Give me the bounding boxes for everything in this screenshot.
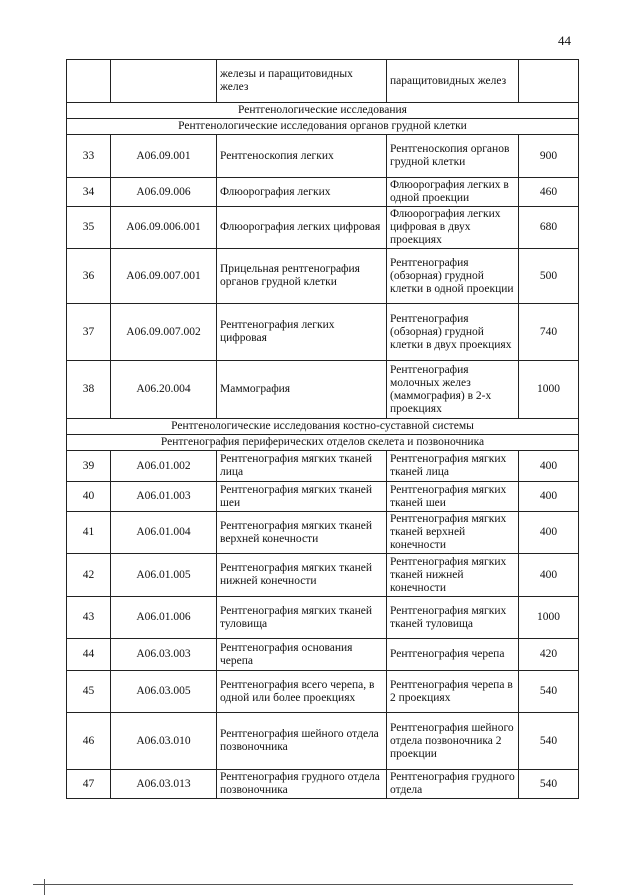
name-cell: Рентгенография всего черепа, в одной или более проекциях <box>217 671 387 713</box>
table-row <box>67 512 579 554</box>
section-heading: Рентгенологические исследования <box>67 103 579 119</box>
num-cell: 35 <box>67 207 111 249</box>
desc-cell: Рентгенография черепа в 2 проекциях <box>387 671 519 713</box>
price-cell: 420 <box>519 639 579 671</box>
desc-cell: Рентгенография (обзорная) грудной клетки в двух проекциях <box>387 304 519 361</box>
code-cell: A06.01.003 <box>111 482 217 512</box>
num-cell: 44 <box>67 639 111 671</box>
num-cell: 40 <box>67 482 111 512</box>
name-cell: Флюорография легких <box>217 178 387 207</box>
table-row <box>67 178 579 207</box>
price-cell: 500 <box>519 249 579 304</box>
name-cell: Рентгенография легких цифровая <box>217 304 387 361</box>
name-cell: Прицельная рентгенография органов грудной клетки <box>217 249 387 304</box>
table-row <box>67 671 579 713</box>
desc-cell: Рентгенография черепа <box>387 639 519 671</box>
name-cell: Рентгенография мягких тканей верхней конечности <box>217 512 387 554</box>
footer-tick <box>44 879 45 895</box>
desc-cell: Флюорография легких цифровая в двух проекциях <box>387 207 519 249</box>
code-cell: A06.03.013 <box>111 770 217 799</box>
table-row <box>67 713 579 770</box>
name-cell: Рентгенография грудного отдела позвоночника <box>217 770 387 799</box>
name-cell: Рентгенография мягких тканей лица <box>217 451 387 482</box>
code-cell: A06.01.002 <box>111 451 217 482</box>
name-cell: Рентгенография мягких тканей нижней конечности <box>217 554 387 597</box>
desc-cell: Рентгенография мягких тканей лица <box>387 451 519 482</box>
price-cell: 680 <box>519 207 579 249</box>
table-row <box>67 554 579 597</box>
num-cell: 33 <box>67 135 111 178</box>
table-row <box>67 135 579 178</box>
subsection-heading: Рентгенологические исследования органов грудной клетки <box>67 119 579 135</box>
section-heading: Рентгенологические исследования костно-суставной системы <box>67 419 579 435</box>
price-cell: 400 <box>519 482 579 512</box>
section-row <box>67 103 579 119</box>
table-row <box>67 60 579 103</box>
price-cell <box>519 60 579 103</box>
code-cell: A06.09.007.002 <box>111 304 217 361</box>
subsection-heading: Рентгенография периферических отделов скелета и позвоночника <box>67 435 579 451</box>
name-cell: Рентгенография мягких тканей туловища <box>217 597 387 639</box>
desc-cell: Рентгенография грудного отдела <box>387 770 519 799</box>
desc-cell: Рентгеноскопия органов грудной клетки <box>387 135 519 178</box>
desc-cell: Рентгенография (обзорная) грудной клетки в одной проекции <box>387 249 519 304</box>
section-row <box>67 435 579 451</box>
code-cell: A06.01.004 <box>111 512 217 554</box>
code-cell <box>111 60 217 103</box>
code-cell: A06.09.006 <box>111 178 217 207</box>
num-cell: 46 <box>67 713 111 770</box>
table-row <box>67 451 579 482</box>
desc-cell: Рентгенография мягких тканей нижней конечности <box>387 554 519 597</box>
num-cell: 45 <box>67 671 111 713</box>
desc-cell: Рентгенография шейного отдела позвоночника 2 проекции <box>387 713 519 770</box>
num-cell: 41 <box>67 512 111 554</box>
name-cell: Маммография <box>217 361 387 419</box>
num-cell: 36 <box>67 249 111 304</box>
table-row <box>67 770 579 799</box>
section-row <box>67 119 579 135</box>
num-cell: 34 <box>67 178 111 207</box>
price-cell: 540 <box>519 770 579 799</box>
name-cell: Рентгеноскопия легких <box>217 135 387 178</box>
table-row <box>67 597 579 639</box>
name-cell: Рентгенография шейного отдела позвоночника <box>217 713 387 770</box>
price-cell: 460 <box>519 178 579 207</box>
num-cell: 47 <box>67 770 111 799</box>
code-cell: A06.09.007.001 <box>111 249 217 304</box>
desc-cell: Рентгенография мягких тканей шеи <box>387 482 519 512</box>
price-cell: 540 <box>519 671 579 713</box>
num-cell: 38 <box>67 361 111 419</box>
footer-rule <box>33 884 573 885</box>
price-cell: 1000 <box>519 361 579 419</box>
price-cell: 1000 <box>519 597 579 639</box>
desc-cell: Рентгенография мягких тканей верхней конечности <box>387 512 519 554</box>
num-cell: 37 <box>67 304 111 361</box>
num-cell: 42 <box>67 554 111 597</box>
code-cell: A06.03.010 <box>111 713 217 770</box>
code-cell: A06.03.003 <box>111 639 217 671</box>
price-cell: 540 <box>519 713 579 770</box>
table-row <box>67 249 579 304</box>
section-row <box>67 419 579 435</box>
desc-cell: Флюорография легких в одной проекции <box>387 178 519 207</box>
table-row <box>67 361 579 419</box>
price-cell: 400 <box>519 554 579 597</box>
desc-cell: паращитовидных желез <box>387 60 519 103</box>
page-number: 44 <box>558 33 571 48</box>
desc-cell: Рентгенография мягких тканей туловища <box>387 597 519 639</box>
name-cell: Флюорография легких цифровая <box>217 207 387 249</box>
code-cell: A06.01.005 <box>111 554 217 597</box>
code-cell: A06.09.006.001 <box>111 207 217 249</box>
price-cell: 400 <box>519 512 579 554</box>
num-cell: 39 <box>67 451 111 482</box>
table-row <box>67 639 579 671</box>
name-cell: Рентгенография мягких тканей шеи <box>217 482 387 512</box>
table-row <box>67 207 579 249</box>
price-cell: 900 <box>519 135 579 178</box>
name-cell: Рентгенография основания черепа <box>217 639 387 671</box>
code-cell: A06.01.006 <box>111 597 217 639</box>
desc-cell: Рентгенография молочных желез (маммография) в 2-х проекциях <box>387 361 519 419</box>
price-table <box>66 59 579 799</box>
price-cell: 740 <box>519 304 579 361</box>
num-cell <box>67 60 111 103</box>
table-row <box>67 304 579 361</box>
name-cell: железы и паращитовидных желез <box>217 60 387 103</box>
code-cell: A06.09.001 <box>111 135 217 178</box>
price-cell: 400 <box>519 451 579 482</box>
table-row <box>67 482 579 512</box>
code-cell: A06.20.004 <box>111 361 217 419</box>
code-cell: A06.03.005 <box>111 671 217 713</box>
num-cell: 43 <box>67 597 111 639</box>
